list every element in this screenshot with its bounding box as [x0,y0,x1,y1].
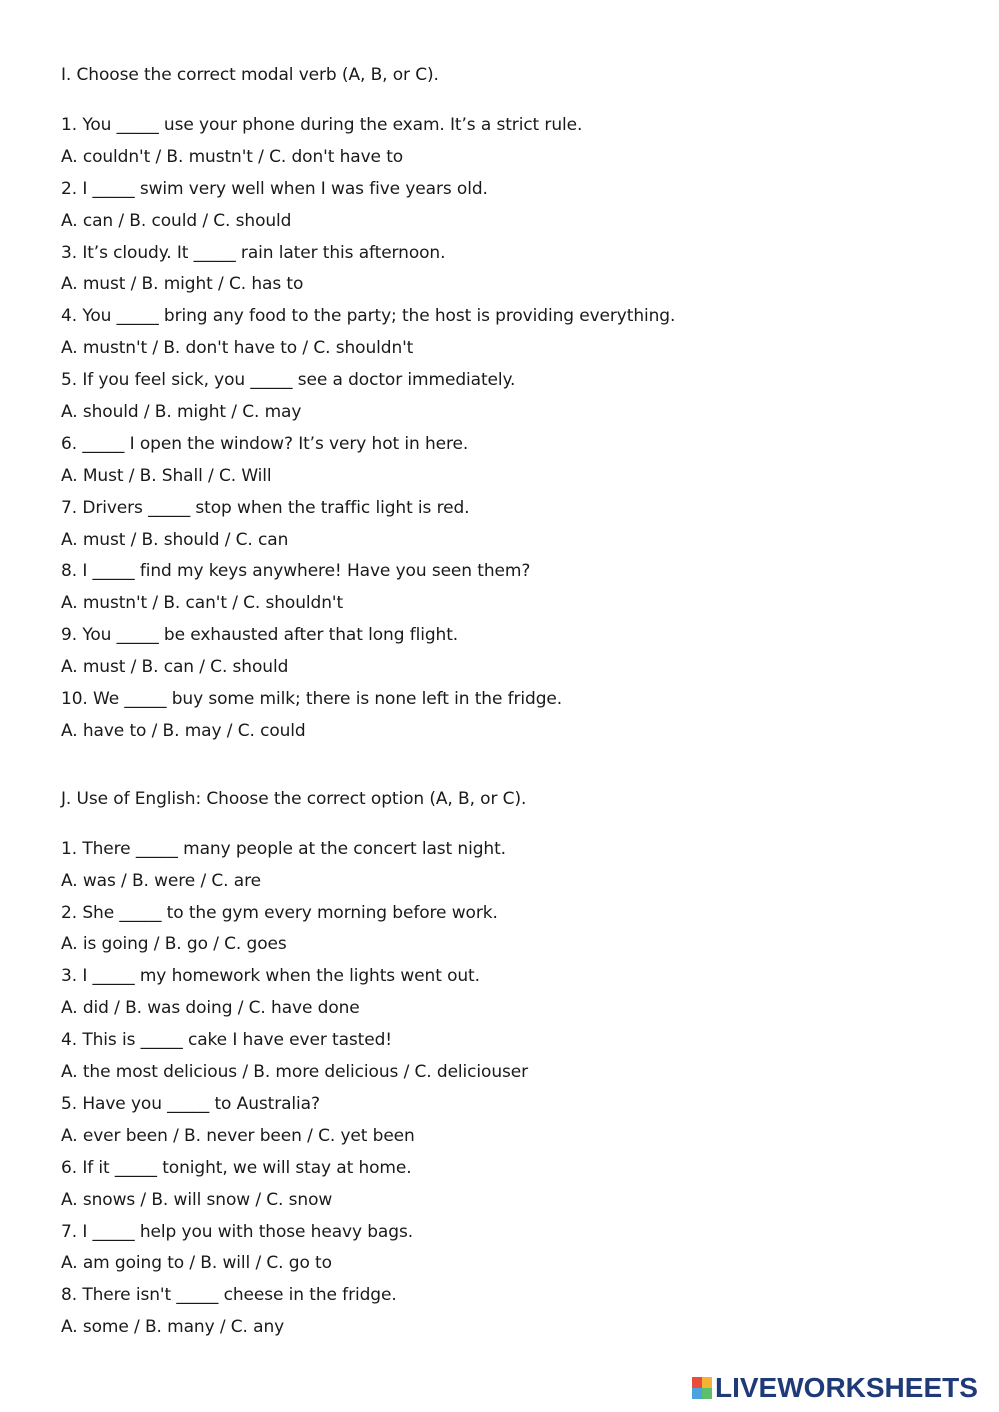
section-spacer [61,748,961,786]
options-line: A. did / B. was doing / C. have done [61,998,360,1019]
question-line: 4. You _____ bring any food to the party; the host is providing everything. [61,306,676,327]
question-line: 5. If you feel sick, you _____ see a doctor immediately. [61,370,516,391]
liveworksheets-logo-icon [692,1377,712,1399]
options-line: A. some / B. many / C. any [61,1317,285,1338]
options-line: A. should / B. might / C. may [61,402,302,423]
question-line: 2. She _____ to the gym every morning before work. [61,902,498,923]
options-line: A. must / B. might / C. has to [61,274,304,295]
question-line: 10. We _____ buy some milk; there is none left in the fridge. [61,689,563,710]
section-i-title: I. Choose the correct modal verb (A, B, or C). [61,65,439,85]
question-line: 1. There _____ many people at the concert last night. [61,838,506,859]
question-line: 9. You _____ be exhausted after that long flight. [61,625,459,646]
options-line: A. mustn't / B. can't / C. shouldn't [61,593,344,614]
options-line: A. couldn't / B. mustn't / C. don't have to [61,146,404,167]
options-line: A. is going / B. go / C. goes [61,934,287,955]
question-line: 3. I _____ my homework when the lights went out. [61,966,480,987]
question-line: 2. I _____ swim very well when I was five years old. [61,178,488,199]
worksheet-page [61,62,961,1344]
question-line: 1. You _____ use your phone during the exam. It’s a strict rule. [61,115,583,135]
options-line: A. mustn't / B. don't have to / C. shouldn't [61,338,414,359]
options-line: A. must / B. can / C. should [61,657,289,678]
options-line: A. ever been / B. never been / C. yet been [61,1125,415,1146]
liveworksheets-logo [692,1374,978,1402]
options-line: A. must / B. should / C. can [61,529,289,550]
options-line: A. have to / B. may / C. could [61,720,306,741]
question-line: 4. This is _____ cake I have ever tasted! [61,1030,392,1051]
section-j-title: J. Use of English: Choose the correct option (A, B, or C). [61,788,527,809]
question-line: 7. Drivers _____ stop when the traffic light is red. [61,497,470,518]
question-line: 5. Have you _____ to Australia? [61,1093,320,1114]
question-line: 6. If it _____ tonight, we will stay at home. [61,1157,412,1178]
question-line: 3. It’s cloudy. It _____ rain later this afternoon. [61,242,446,263]
options-line: A. the most delicious / B. more delicious / C. deliciouser [61,1062,529,1083]
options-line: A. am going to / B. will / C. go to [61,1253,332,1274]
section-j-questions [61,834,961,1344]
options-line: A. snows / B. will snow / C. snow [61,1189,333,1210]
question-line: 8. I _____ find my keys anywhere! Have you seen them? [61,561,531,582]
question-line: 7. I _____ help you with those heavy bags. [61,1221,414,1242]
options-line: A. Must / B. Shall / C. Will [61,465,272,486]
question-line: 8. There isn't _____ cheese in the fridge. [61,1285,397,1306]
question-line: 6. _____ I open the window? It’s very hot in here. [61,433,469,454]
options-line: A. can / B. could / C. should [61,210,292,231]
section-i-questions [61,110,961,748]
logo-text: LIVEWORKSHEETS [715,1372,978,1403]
options-line: A. was / B. were / C. are [61,870,261,891]
